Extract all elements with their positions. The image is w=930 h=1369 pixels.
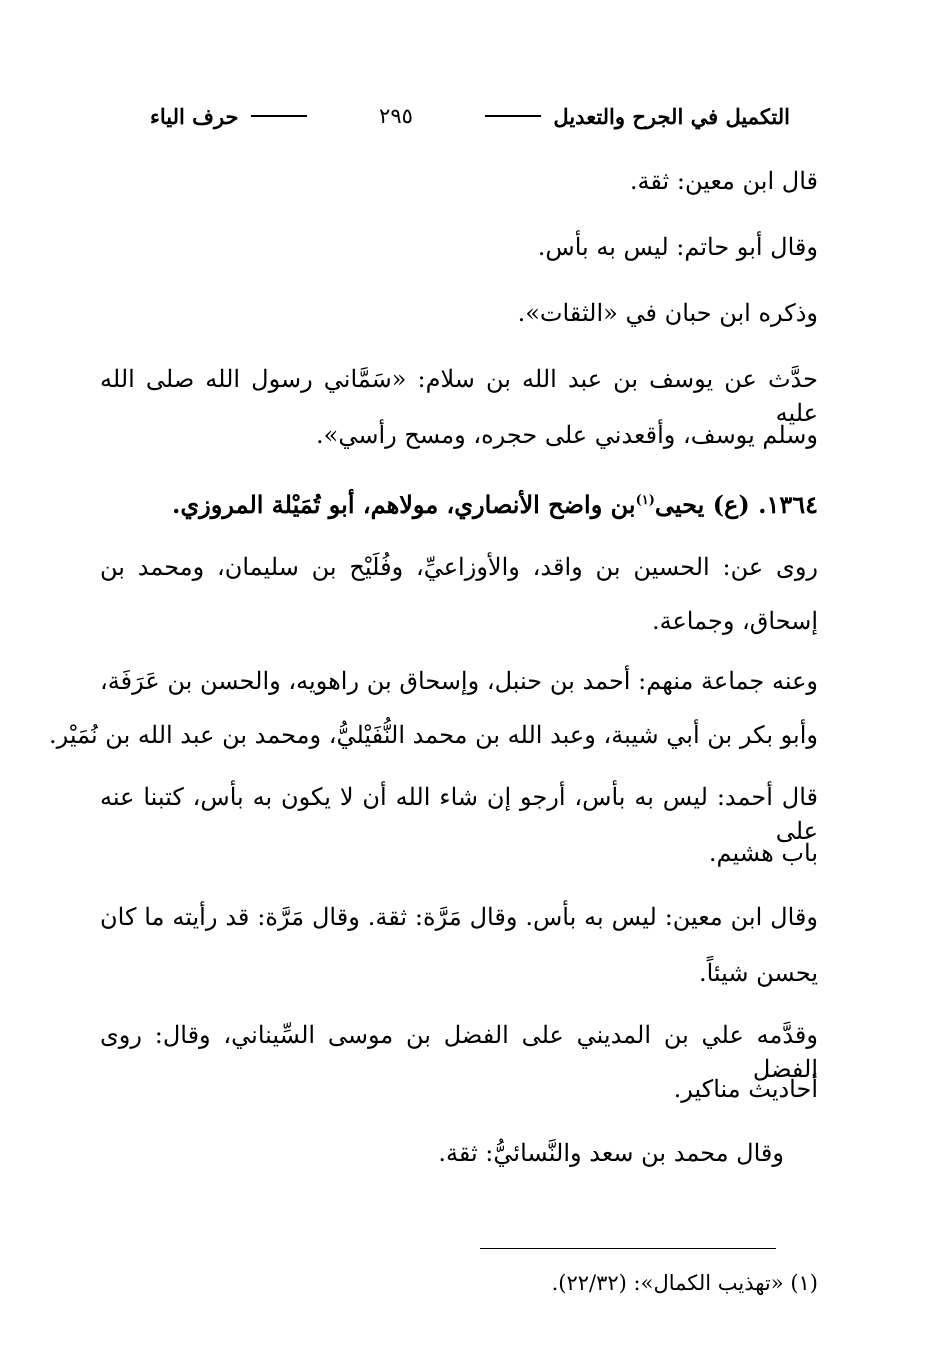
text-line: وقدَّمه علي بن المديني على الفضل بن موسى السِّيناني، وقال: روى الفضل [100,1021,818,1083]
text-line: حدَّث عن يوسف بن عبد الله بن سلام: «سَمَّاني رسول الله صلى الله عليه [100,365,818,427]
text-line: يحسن شيئاً. [698,959,818,987]
entry-rest: بن واضح الأنصاري، مولاهم، أبو تُمَيْلة المروزي. [172,490,636,519]
text-line: وسلم يوسف، وأقعدني على حجره، ومسح رأسي». [316,421,818,449]
text-line: وقال ابن معين: ليس به بأس. وقال مَرَّة: ثقة. وقال مَرَّة: قد رأيته ما كان [100,903,818,931]
footnote-marker: (١) [790,1271,818,1295]
footnote-divider [480,1248,776,1249]
text-line: وقال محمد بن سعد والنَّسائيُّ: ثقة. [438,1139,784,1167]
header-chapter-group [150,104,307,129]
text-line: وأبو بكر بن أبي شيبة، وعبد الله بن محمد النُّفَيْليُّ، ومحمد بن عبد الله بن نُمَيْر. [49,721,818,749]
page-header [150,96,790,136]
footnote-text: «تهذيب الكمال»: (٢٢/٣٢). [551,1271,784,1295]
entry-name: يحيى [654,490,705,519]
text-line: إسحاق، وجماعة. [651,607,818,635]
page-number: ٢٩٥ [379,104,413,128]
entry-number: ١٣٦٤ [766,490,818,519]
header-book-title-group [485,104,790,129]
header-dash [251,115,307,117]
chapter-title: حرف الياء [150,103,239,129]
entry-code: (ع) [712,490,750,519]
text-line: قال ابن معين: ثقة. [629,167,818,195]
text-line: وعنه جماعة منهم: أحمد بن حنبل، وإسحاق بن راهويه، والحسن بن عَرَفَة، [100,667,818,695]
text-line: وقال أبو حاتم: ليس به بأس. [537,233,818,261]
entry-heading: ١٣٦٤. (ع) يحيى$^{(١)}$بن واضح الأنصاري، مولاهم، أبو تُمَيْلة المروزي. [172,490,818,519]
text-line: أحاديث مناكير. [673,1075,818,1103]
footnote [552,1268,818,1298]
text-line: وذكره ابن حبان في «الثقات». [517,299,818,327]
text-line: قال أحمد: ليس به بأس، أرجو إن شاء الله أن لا يكون به بأس، كتبنا عنه على [100,783,818,845]
footnote-reference: (١) [635,493,655,508]
book-title: التكميل في الجرح والتعديل [553,103,790,129]
text-line: باب هشيم. [708,839,818,867]
text-line: روى عن: الحسين بن واقد، والأوزاعيِّ، وفُلَيْح بن سليمان، ومحمد بن [100,553,818,581]
header-dash [485,115,541,117]
